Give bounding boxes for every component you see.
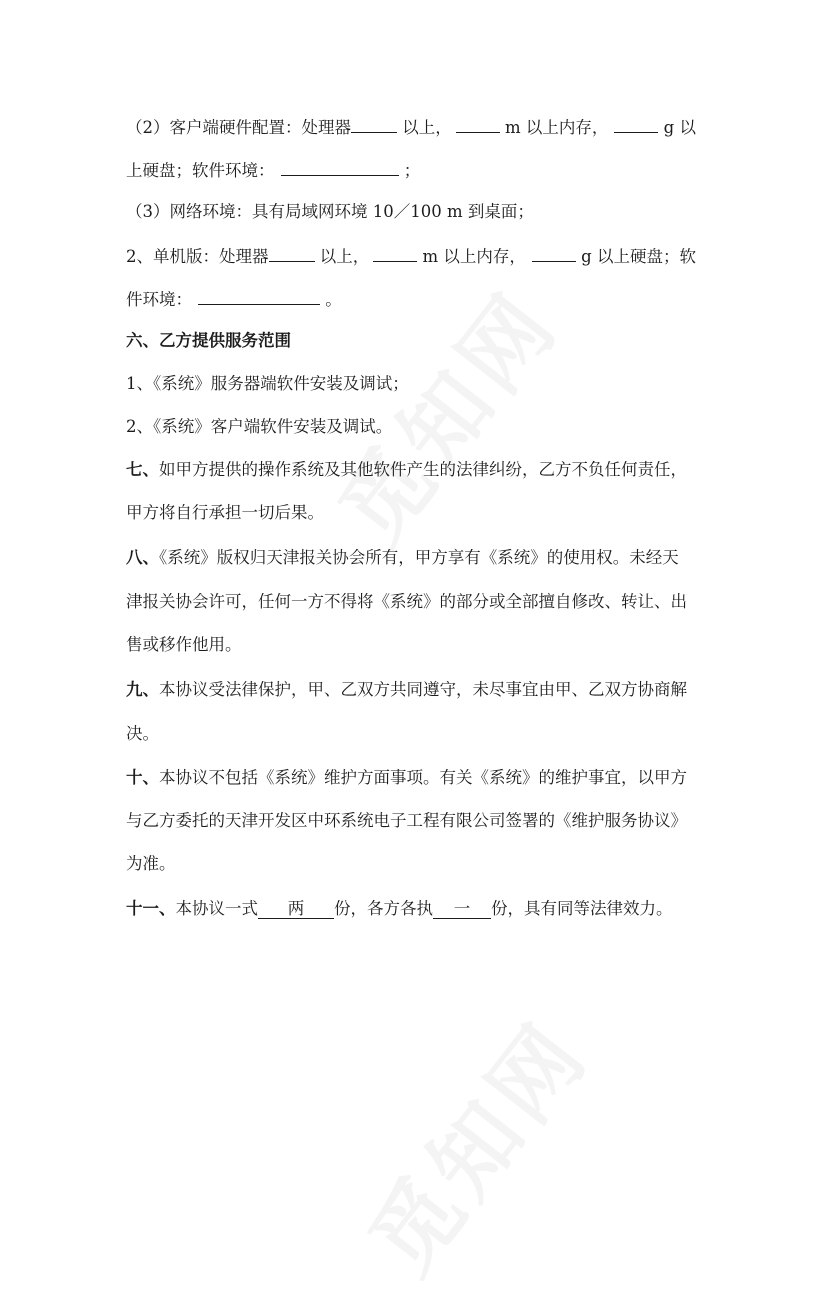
text: 售或移作他用。 <box>126 635 242 654</box>
text: 为准。 <box>126 854 176 873</box>
text: （2）客户端硬件配置：处理器 <box>126 118 351 137</box>
text-line <box>126 897 673 921</box>
text-line <box>126 286 342 312</box>
text: 份，具有同等法律效力。 <box>491 899 673 918</box>
text-line <box>126 590 687 614</box>
text: 。 <box>320 290 342 309</box>
text-line <box>126 114 696 140</box>
blank-field <box>373 243 417 262</box>
text-line <box>126 722 159 746</box>
text-line <box>126 766 687 790</box>
text-line <box>126 200 534 224</box>
text: 决。 <box>126 724 159 743</box>
blank-field <box>532 243 576 262</box>
text-line <box>126 372 409 396</box>
blank-field <box>614 114 658 133</box>
text: ； <box>398 161 421 180</box>
clause-number: 十一、 <box>126 899 176 918</box>
text: 上硬盘；软件环境： <box>126 161 275 180</box>
clause-number: 九、 <box>126 680 159 699</box>
section-heading <box>126 329 291 353</box>
watermark <box>306 261 583 566</box>
blank-field <box>351 114 397 133</box>
text-line <box>126 852 176 876</box>
blank-field <box>269 243 315 262</box>
text-line <box>126 157 420 183</box>
text: 份，各方各执 <box>334 899 433 918</box>
text: m 以上内存， <box>417 247 526 266</box>
text-line <box>126 243 696 269</box>
text: 如甲方提供的操作系统及其他软件产生的法律纠纷，乙方不负任何责任， <box>159 460 687 479</box>
text: 2、《系统》客户端软件安装及调试。 <box>126 417 393 436</box>
text: 与乙方委托的天津开发区中环系统电子工程有限公司签署的《维护服务协议》 <box>126 811 687 830</box>
text: 《系统》版权归天津报关协会所有，甲方享有《系统》的使用权。未经天 <box>159 548 679 567</box>
text: 津报关协会许可，任何一方不得将《系统》的部分或全部擅自修改、转让、出 <box>126 592 687 611</box>
text: g 以 <box>658 118 696 137</box>
blank-field-copies: 两 <box>258 900 334 919</box>
blank-field-each: 一 <box>433 900 491 919</box>
blank-field <box>198 286 320 305</box>
clause-number: 十、 <box>126 768 159 787</box>
text: 件环境： <box>126 290 192 309</box>
blank-field <box>456 114 500 133</box>
watermark <box>336 991 613 1295</box>
text-line <box>126 809 687 833</box>
text: m 以上内存， <box>499 118 609 137</box>
text: 本协议一式 <box>175 899 258 918</box>
text: 1、《系统》服务器端软件安装及调试； <box>126 374 409 393</box>
text-line <box>126 415 392 439</box>
text: 本协议不包括《系统》维护方面事项。有关《系统》的维护事宜，以甲方 <box>159 768 687 787</box>
text: 以上， <box>397 118 452 137</box>
text-line <box>126 546 679 570</box>
text: 2、单机版：处理器 <box>126 247 269 266</box>
text: 以上， <box>314 247 370 266</box>
text-line <box>126 678 687 702</box>
blank-field <box>281 157 399 176</box>
text: 甲方将自行承担一切后果。 <box>126 503 324 522</box>
text-line <box>126 501 324 525</box>
text-line <box>126 633 242 657</box>
text: 本协议受法律保护，甲、乙双方共同遵守，未尽事宜由甲、乙双方协商解 <box>159 680 687 699</box>
text: （3）网络环境：具有局域网环境 10／100 m 到桌面； <box>126 202 534 221</box>
clause-number: 八、 <box>126 548 159 567</box>
heading-text: 六、乙方提供服务范围 <box>126 331 291 350</box>
clause-number: 七、 <box>126 460 159 479</box>
text: g 以上硬盘；软 <box>575 247 696 266</box>
text-line <box>126 458 687 482</box>
